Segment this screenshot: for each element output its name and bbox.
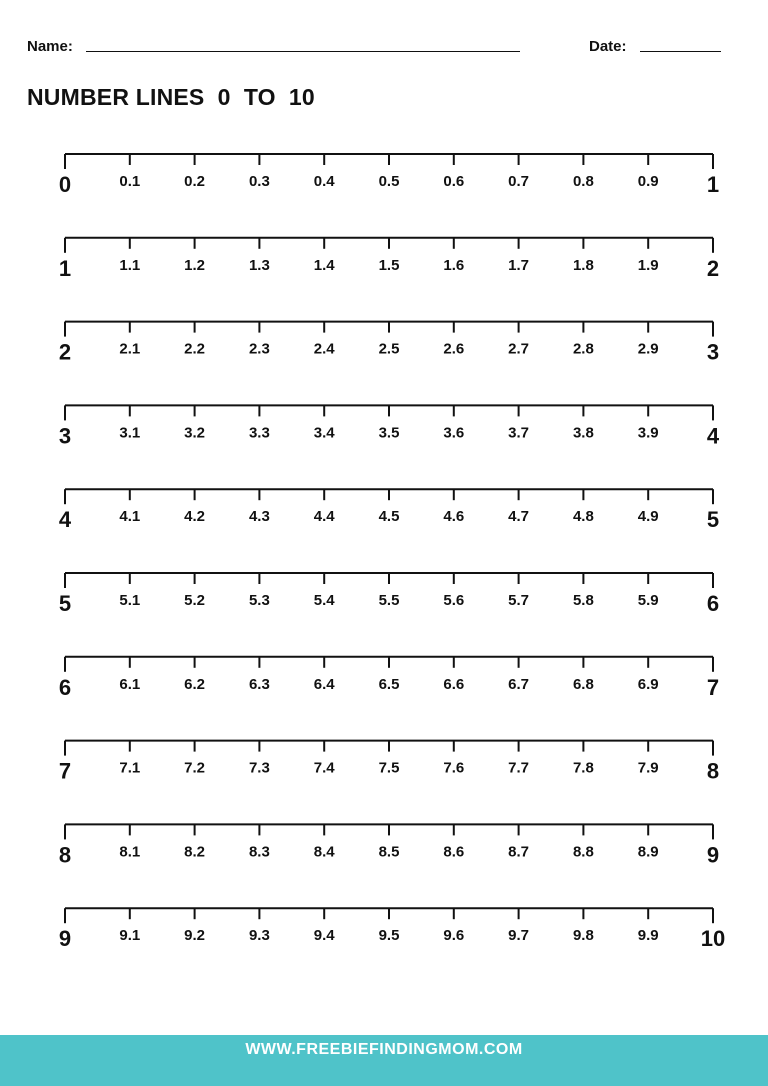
tick-label: 1.1 [119,256,141,274]
tick-label: 0.1 [119,173,141,190]
start-label: 8 [58,842,72,868]
tick-label: 4.9 [637,508,659,526]
tick-label: 0.3 [248,173,270,190]
end-label: 5 [706,507,720,533]
tick-label: 0.5 [378,173,400,190]
tick-label: 4.1 [119,508,141,526]
tick-label: 6.7 [508,675,530,693]
tick-label: 8.9 [637,843,659,861]
start-label: 2 [58,339,72,365]
tick-label: 3.7 [508,424,530,442]
tick-label: 5.2 [184,592,206,609]
tick-label: 9.6 [443,927,465,945]
start-label: 3 [58,423,72,449]
end-label: 8 [706,758,720,784]
tick-label: 4.5 [378,508,400,526]
tick-label: 6.6 [443,675,465,693]
tick-label: 1.9 [637,256,659,274]
tick-label: 0.2 [184,173,206,190]
tick-label: 2.2 [184,340,206,358]
start-label: 5 [58,591,72,616]
start-label: 9 [58,926,72,952]
tick-label: 6.8 [572,675,594,693]
tick-label: 2.8 [572,340,594,358]
tick-label: 3.6 [443,424,465,442]
tick-label: 3.4 [313,424,335,442]
tick-label: 1.7 [508,256,530,274]
tick-label: 6.9 [637,675,659,693]
tick-label: 7.3 [248,759,270,777]
page-title: NUMBER LINES 0 TO 10 [27,84,315,110]
tick-label: 2.5 [378,340,400,358]
tick-label: 4.8 [572,508,594,526]
date-label: Date: [589,38,627,55]
end-label: 7 [706,674,720,700]
number-line-6 [59,657,719,700]
tick-label: 1.5 [378,256,400,274]
number-line-2 [59,322,719,365]
tick-label: 3.1 [119,424,141,442]
tick-label: 7.2 [184,759,206,777]
tick-label: 8.8 [572,843,594,861]
tick-label: 4.6 [443,508,465,526]
start-label: 1 [58,255,72,281]
number-line-8 [59,824,719,867]
tick-label: 9.7 [508,927,530,945]
start-label: 4 [58,507,72,533]
tick-label: 2.7 [508,340,530,358]
tick-label: 3.8 [572,424,594,442]
tick-label: 8.2 [184,843,206,861]
tick-label: 5.5 [378,592,400,609]
tick-label: 9.1 [119,927,141,945]
tick-label: 7.6 [443,759,465,777]
end-label: 6 [706,591,720,616]
tick-label: 0.6 [443,173,465,190]
tick-label: 0.8 [572,173,594,190]
tick-label: 6.5 [378,675,400,693]
tick-label: 2.4 [313,340,335,358]
start-label: 6 [58,674,72,700]
footer-url: WWW.FREEBIEFINDINGMOM.COM [245,1041,523,1058]
tick-label: 2.1 [119,340,141,358]
tick-label: 8.7 [508,843,530,861]
tick-label: 4.7 [508,508,530,526]
tick-label: 3.2 [184,424,206,442]
tick-label: 9.8 [572,927,594,945]
tick-label: 4.4 [313,508,335,526]
tick-label: 3.5 [378,424,400,442]
tick-label: 7.1 [119,759,141,777]
tick-label: 9.5 [378,927,400,945]
tick-label: 6.1 [119,675,141,693]
tick-label: 1.4 [313,256,335,274]
tick-label: 0.7 [508,173,530,190]
tick-label: 8.3 [248,843,270,861]
tick-label: 8.5 [378,843,400,861]
tick-label: 2.3 [248,340,270,358]
tick-label: 5.8 [572,592,594,609]
tick-label: 1.3 [248,256,270,274]
tick-label: 6.2 [184,675,206,693]
tick-label: 9.4 [313,927,335,945]
tick-label: 2.6 [443,340,465,358]
end-label: 2 [706,255,720,281]
end-label: 9 [706,842,720,868]
tick-label: 9.9 [637,927,659,945]
tick-label: 5.7 [508,592,530,609]
tick-label: 2.9 [637,340,659,358]
number-line-3 [59,405,720,448]
tick-label: 4.3 [248,508,270,526]
number-line-7 [59,741,719,784]
tick-label: 0.4 [313,173,335,190]
tick-label: 1.6 [443,256,465,274]
tick-label: 0.9 [637,173,659,190]
tick-label: 9.2 [184,927,206,945]
tick-label: 7.4 [313,759,335,777]
tick-label: 3.9 [637,424,659,442]
number-line-9 [59,908,725,951]
end-label: 3 [706,339,720,365]
start-label: 0 [58,172,72,197]
tick-label: 5.1 [119,592,141,609]
tick-label: 6.3 [248,675,270,693]
end-label: 1 [706,172,720,197]
tick-label: 5.6 [443,592,465,609]
tick-label: 6.4 [313,675,335,693]
tick-label: 7.8 [572,759,594,777]
tick-label: 7.9 [637,759,659,777]
tick-label: 5.9 [637,592,659,609]
tick-label: 5.3 [248,592,270,609]
tick-label: 8.1 [119,843,141,861]
tick-label: 5.4 [313,592,335,609]
name-label: Name: [27,38,73,55]
number-line-5 [59,573,719,616]
tick-label: 9.3 [248,927,270,945]
tick-label: 8.6 [443,843,465,861]
number-line-0 [59,154,719,197]
end-label: 4 [706,423,720,449]
tick-label: 1.2 [184,256,206,274]
tick-label: 7.5 [378,759,400,777]
tick-label: 4.2 [184,508,206,526]
tick-label: 7.7 [508,759,530,777]
tick-label: 8.4 [313,843,335,861]
tick-label: 3.3 [248,424,270,442]
tick-label: 1.8 [572,256,594,274]
end-label: 10 [700,926,726,952]
number-line-4 [59,489,719,532]
start-label: 7 [58,758,72,784]
number-line-1 [59,238,719,281]
